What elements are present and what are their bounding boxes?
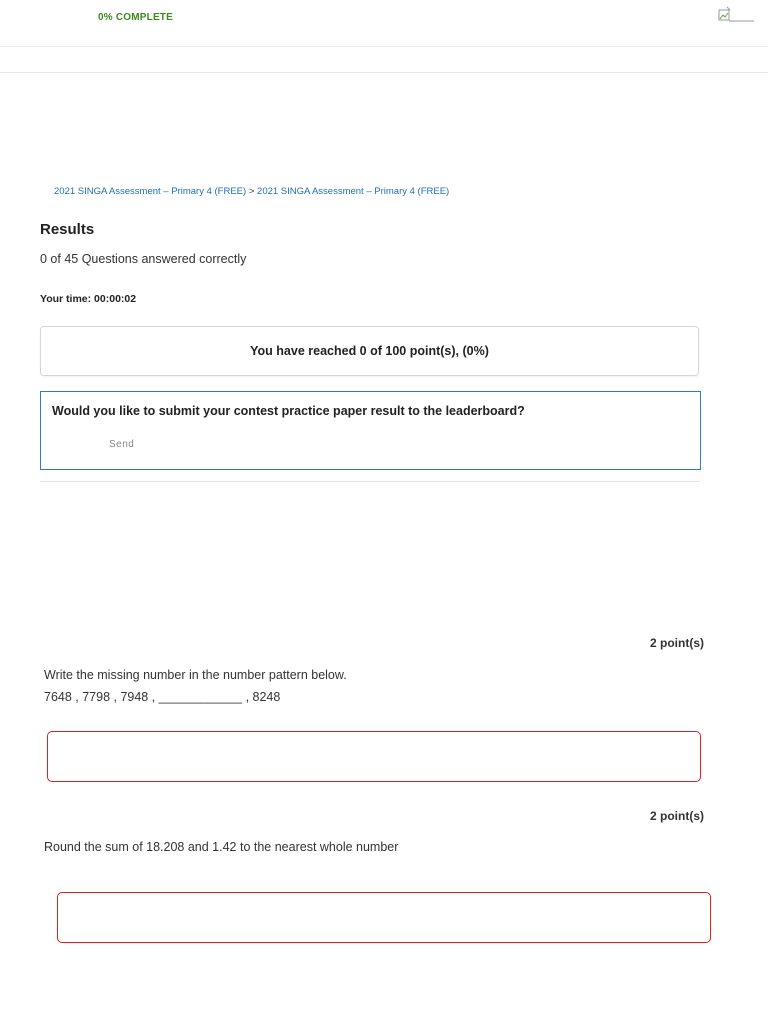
progress-label: 0% COMPLETE — [98, 12, 173, 23]
question-1-line-1: Write the missing number in the number pattern below. — [44, 668, 347, 682]
question-2-line-1: Round the sum of 18.208 and 1.42 to the nearest whole number — [44, 840, 399, 854]
points-summary — [40, 326, 699, 376]
answered-count: 0 of 45 Questions answered correctly — [40, 252, 247, 266]
points-summary-text: You have reached 0 of 100 point(s), (0%) — [250, 344, 489, 358]
top-bar — [0, 0, 768, 47]
breadcrumb-link-course[interactable]: 2021 SINGA Assessment – Primary 4 (FREE) — [54, 186, 247, 197]
breadcrumb-separator: > — [248, 186, 255, 197]
leaderboard-question: Would you like to submit your contest practice paper result to the leaderboard? — [52, 404, 525, 418]
question-2-points: 2 point(s) — [650, 809, 704, 823]
question-1-text — [44, 664, 347, 708]
divider — [40, 481, 700, 482]
breadcrumb-link-quiz[interactable]: 2021 SINGA Assessment – Primary 4 (FREE) — [257, 186, 450, 197]
results-title: Results — [40, 221, 95, 238]
broken-image-icon[interactable] — [717, 6, 755, 22]
send-button[interactable]: Send — [109, 439, 135, 450]
question-1-line-2: 7648 , 7798 , 7948 , ____________ , 8248 — [44, 690, 281, 704]
time-taken: Your time: 00:00:02 — [40, 293, 137, 305]
leaderboard-submit-box — [40, 391, 701, 470]
question-1-points: 2 point(s) — [650, 636, 704, 650]
question-2-answer-field[interactable] — [57, 892, 711, 943]
breadcrumb — [54, 186, 449, 197]
question-1-answer-field[interactable] — [47, 731, 701, 782]
sub-bar — [0, 46, 768, 73]
question-2-text — [44, 836, 398, 858]
